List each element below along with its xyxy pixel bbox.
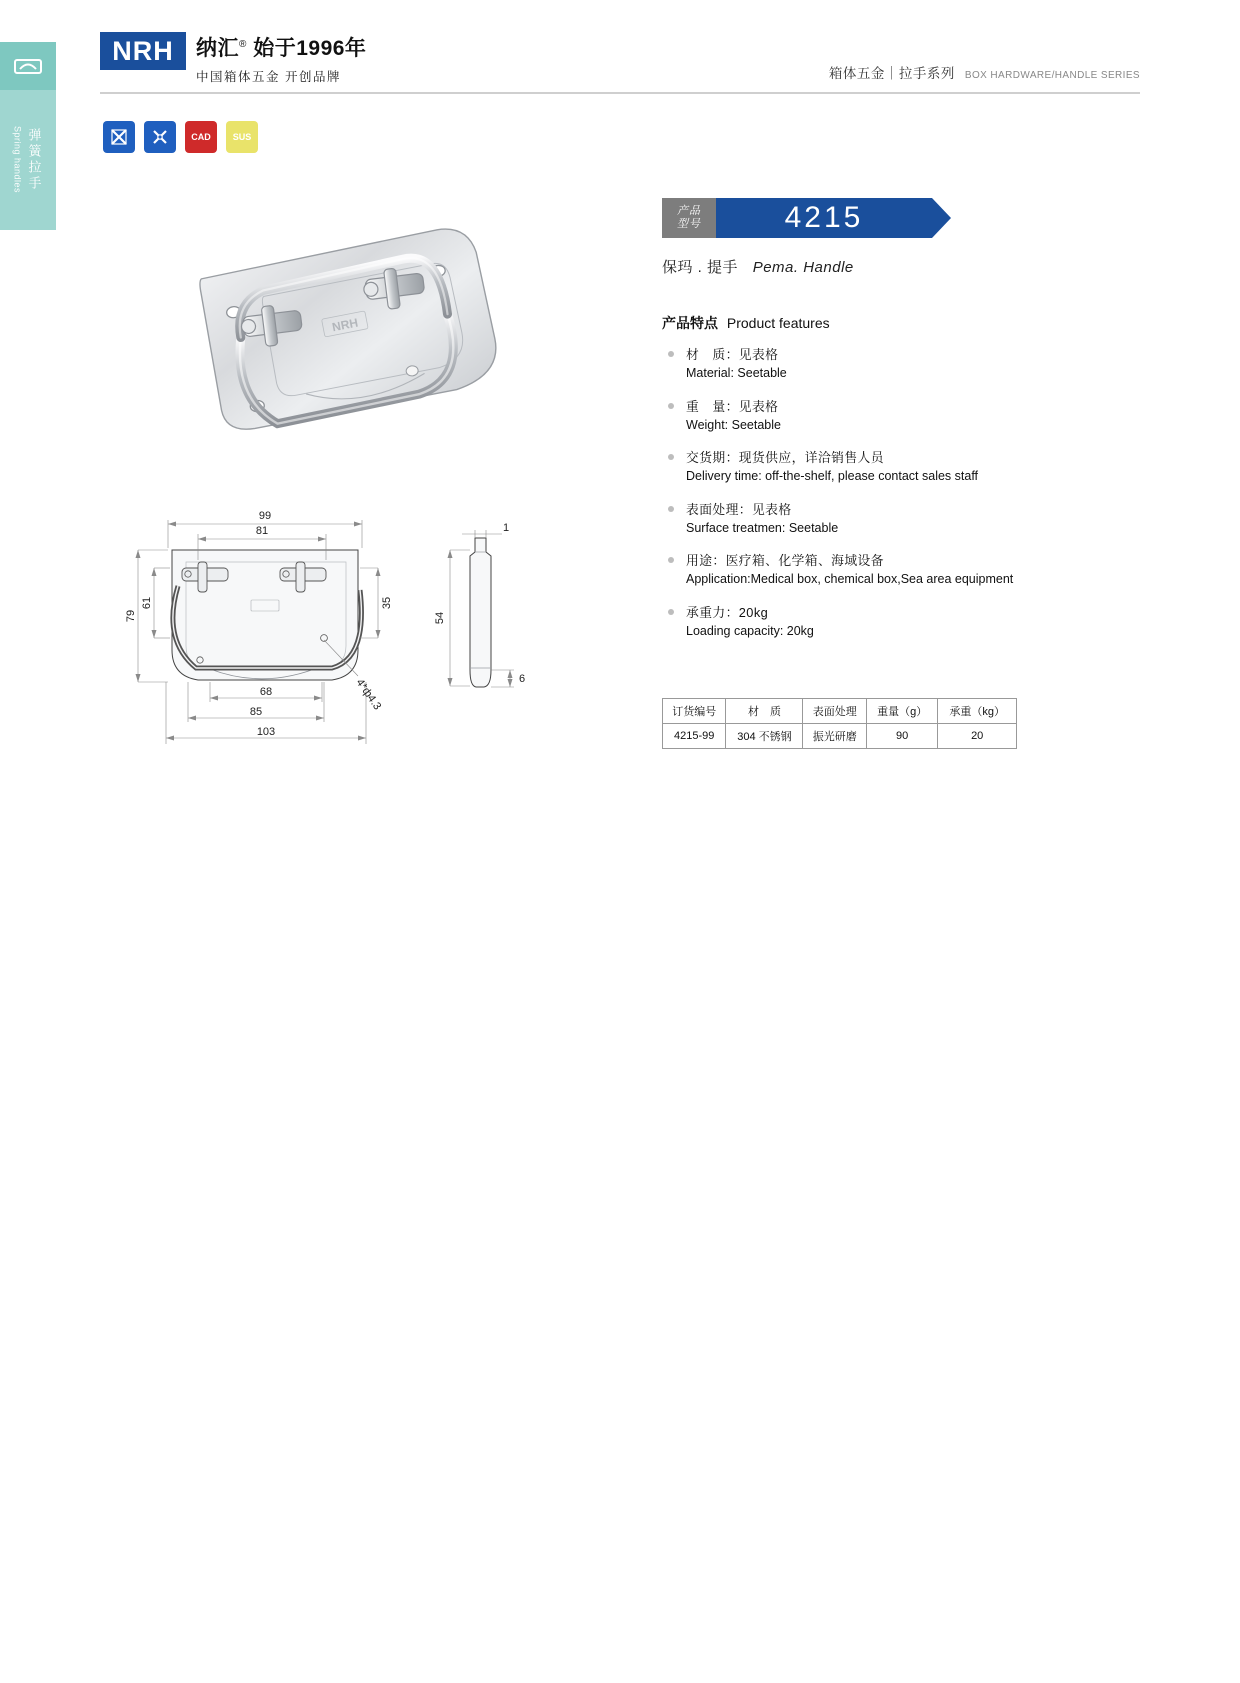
brand-subline-cn: 中国箱体五金 开创品牌 (196, 70, 341, 84)
table-header-cell: 表面处理 (803, 699, 866, 724)
model-tag (662, 198, 716, 238)
cad-icon: CAD (185, 121, 217, 153)
table-header-row (663, 699, 1017, 724)
model-row (662, 198, 1027, 238)
feature-item (662, 397, 1027, 436)
feature-item (662, 448, 1027, 487)
feature-cn: 材 质：见表格 (686, 347, 779, 362)
logo-mark: NRH (100, 32, 186, 70)
drawing-icon (103, 121, 135, 153)
header-series-info (829, 62, 1140, 82)
model-number: 4215 (784, 201, 864, 234)
product-subtitle (662, 256, 1027, 277)
feature-item (662, 603, 1027, 642)
table-cell-weight: 90 (866, 724, 937, 749)
brand-name: 纳汇® 始于1996年 (196, 37, 367, 60)
brand-logo (100, 32, 366, 85)
features-heading-en: Product features (726, 315, 830, 331)
dim-top-outer: 99 (258, 510, 272, 522)
dim-side-bottom: 6 (518, 673, 526, 685)
model-tag-line2: 型号 (677, 218, 701, 230)
feature-item (662, 345, 1027, 384)
feature-en: Loading capacity: 20kg (686, 624, 814, 638)
feature-cn: 承重力：20kg (686, 604, 769, 620)
dim-bottom-inner: 68 (259, 686, 273, 698)
table-cell-surface: 振光研磨 (803, 724, 866, 749)
feature-cn: 重 量：见表格 (686, 398, 779, 414)
feature-en: Weight: Seetable (686, 417, 781, 432)
bullet-icon (668, 403, 674, 409)
table-cell-capacity: 20 (938, 724, 1017, 749)
assembly-icon (144, 121, 176, 153)
feature-en: Surface treatmen: Seetable (686, 520, 839, 535)
product-info-panel (662, 198, 1027, 654)
feature-cn: 交货期：现货供应，详洽销售人员 (686, 450, 884, 466)
bullet-icon (668, 609, 674, 615)
model-banner (716, 198, 932, 238)
feature-item (662, 500, 1027, 539)
dim-top-inner: 81 (255, 525, 269, 537)
features-heading-cn: 产品特点 (662, 315, 718, 331)
feature-en: Material: Seetable (686, 366, 787, 381)
model-tag-line1: 产品 (677, 205, 701, 218)
product-subtitle-en: Pema. Handle (752, 259, 854, 276)
bullet-icon (668, 506, 674, 512)
table-row (663, 724, 1017, 749)
series-label-en: BOX HARDWARE/HANDLE SERIES (964, 70, 1140, 81)
sidebar-category-label-en: Spring handles (12, 126, 23, 194)
bullet-icon (668, 454, 674, 460)
feature-cn: 用途：医疗箱、化学箱、海域设备 (686, 553, 884, 569)
table-cell-material: 304 不锈钢 (726, 724, 803, 749)
table-header-cell: 订货编号 (663, 699, 726, 724)
feature-en: Application:Medical box, chemical box,Sea area equipment (686, 572, 1014, 587)
features-heading (662, 313, 1027, 333)
dim-left-outer: 79 (125, 609, 137, 623)
attribute-badge-row (103, 121, 258, 153)
dim-right-inner: 35 (381, 596, 393, 610)
sidebar-category-label-cn: 弹簧拉手 (26, 128, 42, 192)
feature-en: Delivery time: off-the-shelf, please contact sales staff (686, 469, 979, 484)
spec-table (662, 698, 1017, 749)
sus-icon: SUS (226, 121, 258, 153)
svg-text:NRH: NRH (330, 315, 360, 335)
sidebar-category-labels (0, 90, 56, 230)
sidebar-category-tab (0, 42, 56, 230)
brand-tagline-cn (196, 32, 366, 62)
table-cell-order-code: 4215-99 (663, 724, 726, 749)
bullet-icon (668, 351, 674, 357)
series-label-cn: 箱体五金｜拉手系列 (828, 66, 955, 81)
product-photo (150, 205, 570, 475)
bullet-icon (668, 557, 674, 563)
table-header-cell: 材 质 (726, 699, 803, 724)
feature-item (662, 551, 1027, 590)
technical-drawing (110, 490, 570, 790)
features-list (662, 345, 1027, 641)
handle-icon (0, 42, 56, 90)
dim-left-inner: 61 (141, 596, 153, 610)
table-header-cell: 重量（g） (866, 699, 937, 724)
dim-bottom-outer: 103 (256, 726, 276, 738)
dim-bottom-mid: 85 (249, 706, 263, 718)
dim-side-height: 54 (434, 611, 446, 625)
dim-hole-note: 4*ф4.3 (353, 676, 384, 713)
table-header-cell: 承重（kg） (938, 699, 1017, 724)
page-header (100, 32, 1140, 94)
product-subtitle-cn: 保玛 . 提手 (662, 259, 739, 276)
dim-side-top: 1 (502, 522, 510, 534)
feature-cn: 表面处理：见表格 (686, 501, 792, 517)
